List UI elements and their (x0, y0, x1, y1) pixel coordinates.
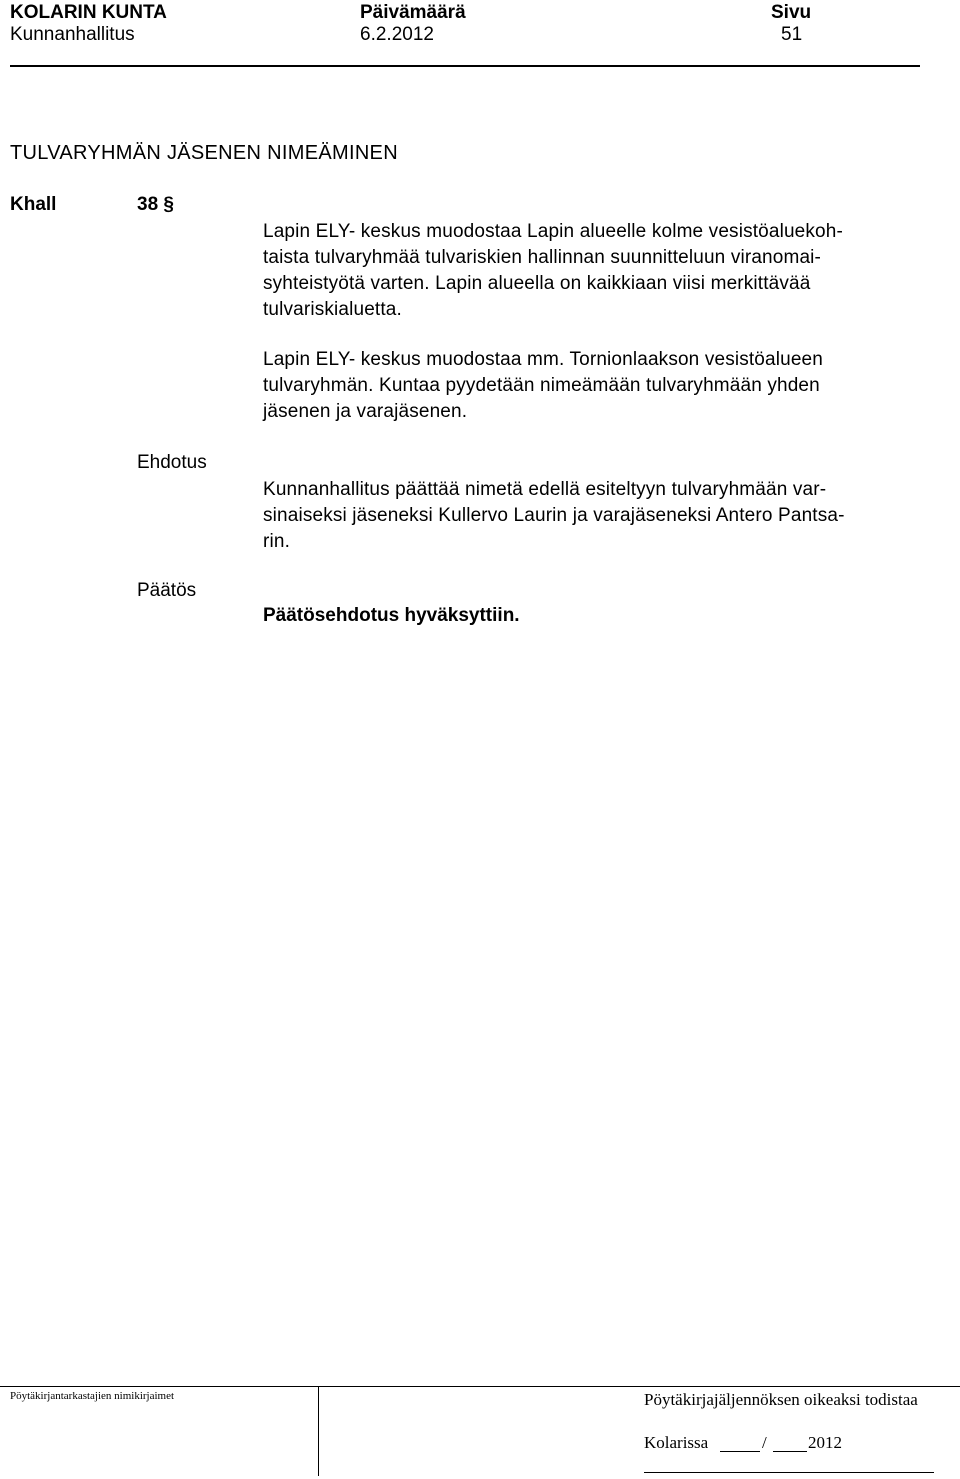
proposal-label: Ehdotus (137, 452, 207, 473)
section-title: TULVARYHMÄN JÄSENEN NIMEÄMINEN (10, 142, 398, 164)
page-number: 51 (781, 24, 803, 45)
meeting-date: 6.2.2012 (360, 24, 434, 45)
header-divider (10, 65, 920, 67)
decision-label: Päätös (137, 580, 197, 601)
organization-name: KOLARIN KUNTA (10, 2, 167, 23)
background-paragraph-1 (263, 219, 943, 323)
page-label: Sivu (771, 2, 812, 23)
body-name: Kunnanhallitus (10, 24, 135, 45)
section-sign: § (163, 194, 174, 215)
decision-text: Päätösehdotus hyväksyttiin. (263, 605, 520, 626)
text-line: rin. (263, 531, 290, 552)
org-label: Khall (10, 194, 57, 215)
section-number-value: 38 (137, 194, 159, 215)
text-line: Kunnanhallitus päättää nimetä edellä esiteltyyn tulvaryhmään var- (263, 479, 827, 500)
month-blank-line (773, 1451, 807, 1452)
day-blank-line (720, 1451, 760, 1452)
text-line: syhteistyötä varten. Lapin alueella on kaikkiaan viisi merkittävää (263, 273, 811, 294)
text-line: Lapin ELY- keskus muodostaa mm. Tornionlaakson vesistöalueen (263, 349, 823, 370)
text-line: taista tulvaryhmää tulvariskien hallinnan suunnitteluun viranomai- (263, 247, 822, 268)
proposal-text (263, 477, 943, 555)
text-line: tulvaryhmän. Kuntaa pyydetään nimeämään tulvaryhmään yhden (263, 375, 820, 396)
footer-place: Kolarissa (644, 1433, 709, 1452)
footer-initials-label: Pöytäkirjantarkastajien nimikirjaimet (10, 1390, 175, 1402)
text-line: tulvariskialuetta. (263, 299, 402, 320)
footer-slash: / (762, 1433, 767, 1452)
date-label: Päivämäärä (360, 2, 466, 23)
text-line: Lapin ELY- keskus muodostaa Lapin alueelle kolme vesistöaluekoh- (263, 221, 843, 242)
footer-year: 2012 (808, 1433, 842, 1452)
text-line: sinaiseksi jäseneksi Kullervo Laurin ja varajäseneksi Antero Pantsa- (263, 505, 845, 526)
footer-certification-label: Pöytäkirjajäljennöksen oikeaksi todistaa (644, 1390, 918, 1409)
footer-divider (0, 1386, 960, 1387)
footer-column-divider (318, 1386, 319, 1476)
text-line: jäsenen ja varajäsenen. (263, 401, 468, 422)
background-paragraph-2 (263, 347, 943, 425)
signature-line (644, 1472, 934, 1473)
section-number (137, 194, 174, 216)
